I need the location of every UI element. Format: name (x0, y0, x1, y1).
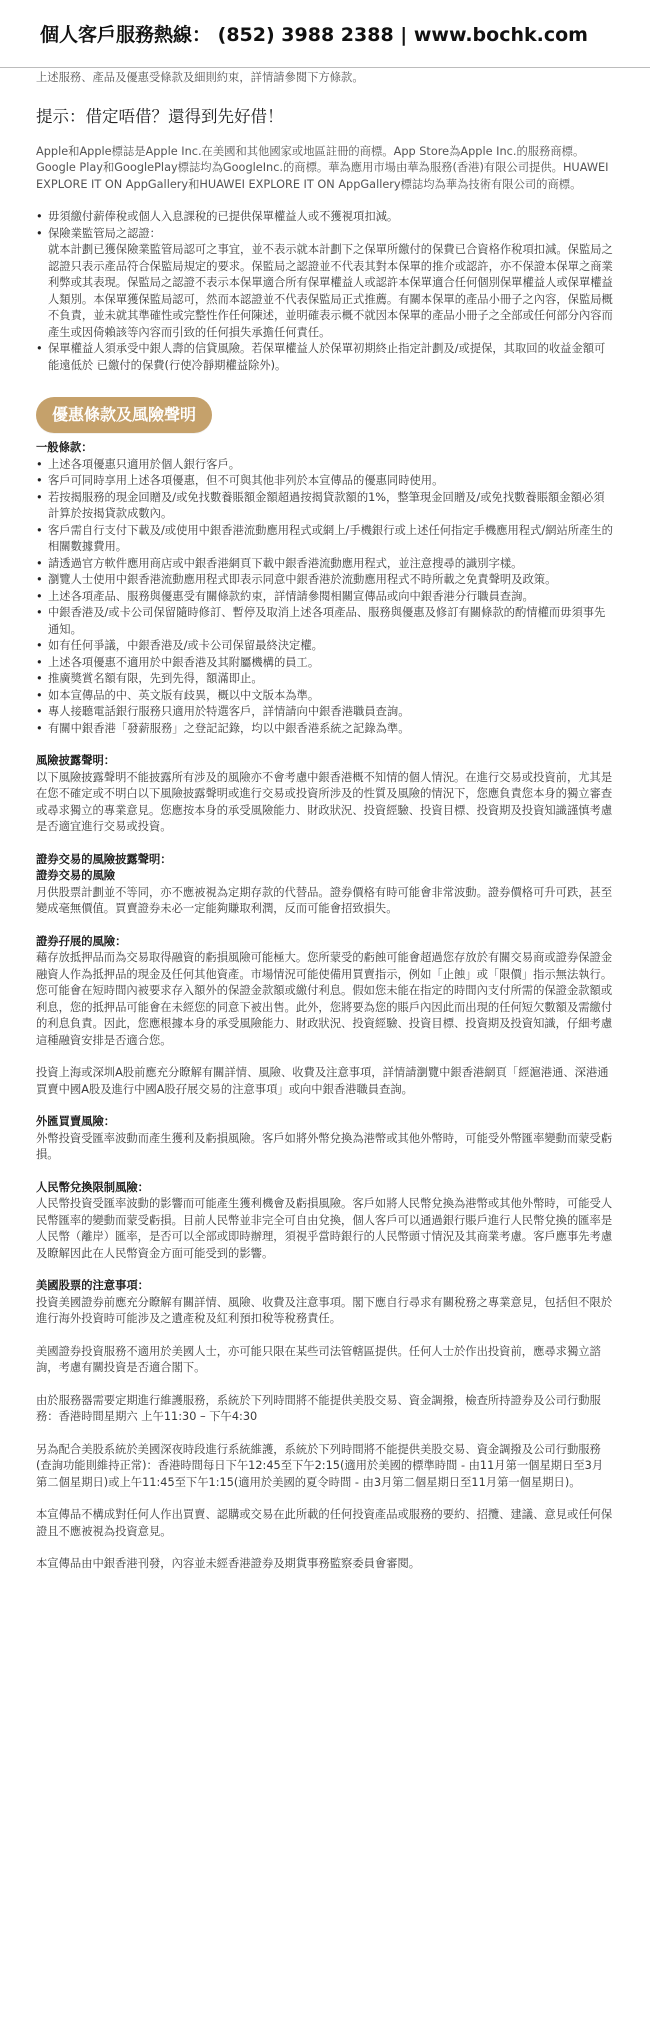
terms-body (36, 64, 614, 1573)
note-tax: • 毋須繳付薪俸稅或個人入息課稅的已提供保單權益人或不獲視項扣減。 (48, 209, 614, 226)
list-item: • 請透過官方軟件應用商店或中銀香港網頁下載中銀香港流動應用程式，並注意搜尋的識別字樣。 (48, 556, 614, 573)
notes-list (36, 209, 614, 374)
fx-text: 外幣投資受匯率波動而產生獲利及虧損風險。客戶如將外幣兌換為港幣或其他外幣時，可能受外幣匯率變動而蒙受虧損。 (36, 1131, 613, 1161)
securities-title: 證券交易的風險披露聲明： (36, 852, 172, 866)
china-a-text: 投資上海或深圳A股前應充分瞭解有關詳情、風險、收費及注意事項，詳情請瀏覽中銀香港網頁「經滬港通、深港通買賣中國A股及進行中國A股孖展交易的注意事項」或向中銀香港職員查詢。 (36, 1066, 609, 1096)
margin-text: 藉存放抵押品而為交易取得融資的虧損風險可能極大。您所蒙受的虧蝕可能會超過您存放於有關交易商或證券保證金融資人作為抵押品的現金及任何其他資產。市場情況可能使備用買賣指示，例如「止蝕」或「限價」指示無法執行。您可能會在短時間內被要求存入額外的保證金款額或繳付利息。假如您未能在指定的時間內支付所需的保證金款額或利息，您的抵押品可能會在未經您的同意下被出售。此外，您將要為您的賬戶內因此而出現的任何短欠數額及需繳付的利息負責。因此，您應根據本身的承受風險能力、財政狀況、投資經驗、投資目標、投資期及投資知識，仔細考慮這種融資安排是否適合您。 (36, 951, 613, 1047)
hotline-label: 個人客戶服務熱線： (40, 24, 212, 46)
tab-offer-terms[interactable]: 優惠條款及風險聲明 (36, 397, 212, 433)
us-text-3: 由於服務器需要定期進行維護服務，系統於下列時間將不能提供美股交易、資金調撥，檢查所持證券及公司行動服務：香港時間星期六 上午11:30 – 下午4:30 (36, 1393, 601, 1423)
list-item: • 瀏覽人士使用中銀香港流動應用程式即表示同意中銀香港於流動應用程式不時所載之免責聲明及政策。 (48, 572, 614, 589)
hotline-bar (0, 0, 650, 68)
list-item: • 推廣獎賞名額有限，先到先得，額滿即止。 (48, 671, 614, 688)
securities-subtitle: 證券交易的風險 (36, 869, 116, 882)
tab-wrap (36, 390, 614, 440)
list-item: • 上述各項產品、服務與優惠受有關條款約束，詳情請參閱相關宣傳品或向中銀香港分行職員查詢。 (48, 589, 614, 606)
us-title: 美國股票的注意事項： (36, 1279, 149, 1292)
list-item: • 上述各項優惠只適用於個人銀行客戶。 (48, 457, 614, 474)
securities-section (36, 852, 614, 918)
list-item: • 有關中銀香港「發薪服務」之登記記錄，均以中銀香港系統之記錄為準。 (48, 721, 614, 738)
us-text-4: 另為配合美股系統於美國深夜時段進行系統維護，系統於下列時間將不能提供美股交易、資金調撥及公司行動服務(查詢功能則維持正常)：香港時間每日下午12:45至下午2:15(適用於美國的標準時間 - 由11月第一個星期日至3月第二個星期日)或上午11:45至下午1:15(適用於美國的夏令時間 - 由3月第二個星期日至11月第一個星期日)。 (36, 1442, 604, 1489)
margin-title: 證券孖展的風險： (36, 934, 127, 948)
us-text: 投資美國證券前應充分瞭解有關詳情、風險、收費及注意事項。閣下應自行尋求有關稅務之專業意見，包括但不限於進行海外投資時可能涉及之遺產稅及紅利預扣稅等稅務責任。 (36, 1295, 613, 1325)
trademark-text: Apple和Apple標誌是Apple Inc.在美國和其他國家或地區註冊的商標。App Store為Apple Inc.的服務商標。Google Play和GooglePlay標誌均為GoogleInc.的商標。華為應用市場由華為服務(香港)有限公司提供。HUAWEI EXPLORE IT ON AppGallery和HUAWEI EXPLORE IT ON AppGallery標誌均為華為技術有限公司的商標。 (36, 144, 609, 191)
footer-text-2: 本宣傳品由中銀香港刊發，內容並未經香港證券及期貨事務監察委員會審閱。 (36, 1557, 421, 1570)
hotline (40, 20, 588, 47)
hotline-phone[interactable]: (852) 3988 2388 (217, 24, 394, 46)
risk-text: 以下風險披露聲明不能披露所有涉及的風險亦不會考慮中銀香港概不知情的個人情況。在進行交易或投資前，尤其是在您不確定或不明白以下風險披露聲明或進行交易或投資所涉及的性質及風險的情況下，您應負責您本身的獨立審查或尋求獨立的專業意見。您應按本身的承受風險能力、財政狀況、投資經驗、投資目標、投資期及投資知識謹慎考慮是否適宜進行交易或投資。 (36, 770, 613, 833)
securities-text: 月供股票計劃並不等同，亦不應被視為定期存款的代替品。證券價格有時可能會非常波動。證券價格可升可跌，甚至變成毫無價值。買賣證券未必一定能夠賺取利潤，反而可能會招致損失。 (36, 885, 613, 915)
list-item: • 客戶需自行支付下載及/或使用中銀香港流動應用程式或網上/手機銀行或上述任何指定手機應用程式/網站所產生的相關數據費用。 (48, 523, 614, 556)
list-item: • 客戶可同時享用上述各項優惠，但不可與其他非列於本宣傳品的優惠同時使用。 (48, 473, 614, 490)
fx-section (36, 1114, 614, 1164)
note-credit-risk: • 保單權益人須承受中銀人壽的信貸風險。若保單權益人於保單初期終止指定計劃及/或提保，其取回的收益金額可能遠低於 已繳付的保費(行使冷靜期權益除外)。 (48, 341, 614, 374)
list-item: • 專人接聽電話銀行服務只適用於特選客戶，詳情請向中銀香港職員查詢。 (48, 704, 614, 721)
note-ia-label: 保險業監管局之認證： (48, 226, 161, 240)
risk-title: 風險披露聲明： (36, 754, 116, 767)
list-item: • 上述各項優惠不適用於中銀香港及其附屬機構的員工。 (48, 655, 614, 672)
intro-text: 上述服務、產品及優惠受條款及細則約束，詳情請參閱下方條款。 (36, 71, 364, 84)
rmb-section (36, 1180, 614, 1263)
rmb-text: 人民幣投資受匯率波動的影響而可能產生獲利機會及虧損風險。客戶如將人民幣兌換為港幣或其他外幣時，可能受人民幣匯率的變動而蒙受虧損。目前人民幣並非完全可自由兌換，個人客戶可以通過銀行賬戶進行人民幣兌換的匯率是人民幣（離岸）匯率，是否可以全部或即時辦理，須視乎當時銀行的人民幣頭寸情況及其商業考慮。客戶應事先考慮及瞭解因此在人民幣資金方面可能受到的影響。 (36, 1197, 613, 1260)
us-text-2: 美國證券投資服務不適用於美國人士，亦可能只限在某些司法管轄區提供。任何人士於作出投資前，應尋求獨立諮詢，考慮有關投資是否適合閣下。 (36, 1344, 601, 1374)
note-ia-title (48, 226, 614, 342)
rmb-title: 人民幣兌換限制風險： (36, 1180, 149, 1194)
general-terms-list (36, 457, 614, 738)
general-terms-title: 一般條款： (36, 441, 93, 454)
hotline-website[interactable]: www.bochk.com (413, 24, 588, 46)
borrow-hint: 提示：借定唔借？還得到先好借！ (36, 106, 284, 126)
risk-section (36, 753, 614, 836)
note-ia-body: 就本計劃已獲保險業監管局認可之事宜，並不表示就本計劃下之保單所繳付的保費已合資格作稅項扣減。保監局之認證只表示產品符合保監局規定的要求。保監局之認證並不代表其對本保單的推介或認許，亦不保證本保單之商業利弊或其表現。保監局之認證不表示本保單適合所有保單權益人或認許本保單適合任何個別保單權益人或保單權益人類別。本保單獲保監局認可，然而本認證並不代表保監局正式推薦。有關本保單的產品小冊子之內容，保監局概不負責，並未就其準確性或完整性作任何陳述，並明確表示概不就因本保單的產品小冊子之全部或任何部分內容而產生或因倚賴該等內容而引致的任何損失承擔任何責任。 (48, 243, 613, 339)
margin-section (36, 934, 614, 1050)
list-item: • 如本宣傳品的中、英文版有歧異，概以中文版本為準。 (48, 688, 614, 705)
footer-text-1: 本宣傳品不構成對任何人作出買賣、認購或交易在此所載的任何投資產品或服務的要約、招攬、建議、意見或任何保證且不應被視為投資意見。 (36, 1508, 613, 1538)
hotline-separator: | (400, 24, 408, 46)
fx-title: 外匯買賣風險： (36, 1115, 116, 1128)
list-item: • 如有任何爭議，中銀香港及/或卡公司保留最終決定權。 (48, 638, 614, 655)
list-item: • 中銀香港及/或卡公司保留隨時修訂、暫停及取消上述各項產品、服務與優惠及修訂有關條款的酌情權而毋須事先通知。 (48, 605, 614, 638)
list-item: • 若按揭服務的現金回贈及/或免找數養賬額金額超過按揭貸款額的1%，整筆現金回贈及/或免找數養賬額金額必須計算於按揭貸款成數內。 (48, 490, 614, 523)
us-section (36, 1278, 614, 1328)
